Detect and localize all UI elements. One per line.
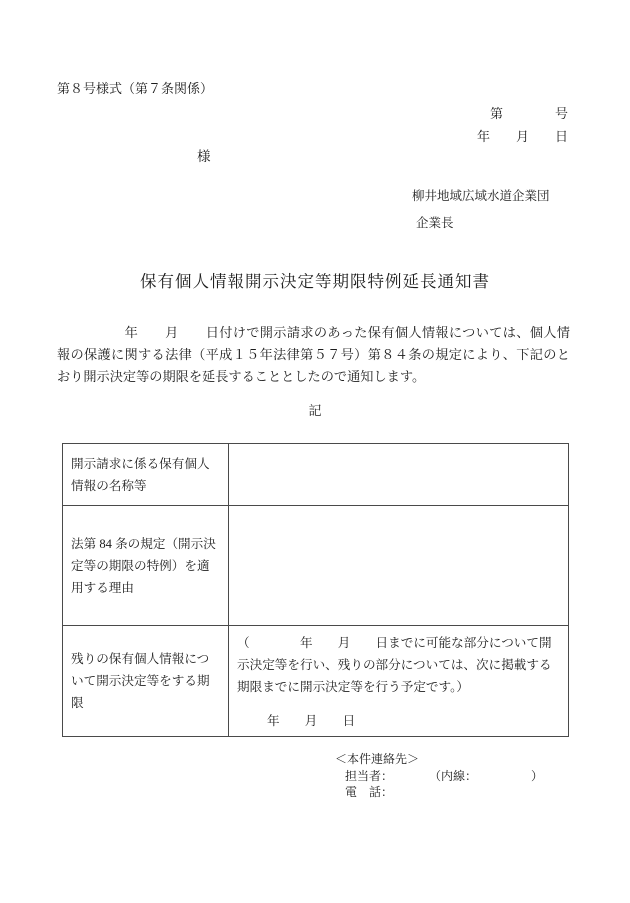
contact-person-line: 担当者： （内線： ） bbox=[345, 768, 544, 783]
issuer-organization: 柳井地域広域水道企業団 bbox=[412, 189, 550, 203]
deadline-note: （ 年 月 日までに可能な部分について開示決定等を行い、残りの部分については、次に掲載する期限までに開示決定等を行う予定です。） bbox=[237, 636, 552, 694]
row-label-reason: 法第 84 条の規定（開示決定等の期限の特例）を適用する理由 bbox=[63, 506, 229, 626]
row-value-deadline bbox=[229, 626, 569, 737]
contact-phone-line: 電 話： bbox=[345, 785, 394, 799]
row-value-reason bbox=[229, 506, 569, 626]
row-label-information-name: 開示請求に係る保有個人情報の名称等 bbox=[63, 444, 229, 506]
details-table bbox=[62, 443, 569, 737]
document-title: 保有個人情報開示決定等期限特例延長通知書 bbox=[140, 272, 490, 291]
deadline-date-blank: 年 月 日 bbox=[267, 714, 356, 728]
contact-block bbox=[335, 751, 543, 801]
document-date-blank: 年 月 日 bbox=[476, 129, 568, 144]
form-number: 第８号様式（第７条関係） bbox=[57, 81, 214, 96]
addressee-suffix: 様 bbox=[197, 149, 211, 164]
record-marker: 記 bbox=[308, 403, 322, 418]
body-paragraph: 年 月 日付けで開示請求のあった保有個人情報については、個人情報の保護に関する法律（平成１５年法律第５７号）第８４条の規定により、下記のとおり開示決定等の期限を延長することとしたので通知します。 bbox=[57, 325, 570, 384]
table-row-reason bbox=[63, 506, 569, 626]
contact-heading: ＜本件連絡先＞ bbox=[335, 752, 420, 766]
row-value-information-name bbox=[229, 444, 569, 506]
issuer-title: 企業長 bbox=[416, 216, 454, 230]
row-label-deadline: 残りの保有個人情報について開示決定等をする期限 bbox=[63, 626, 229, 737]
document-number-blank: 第 号 bbox=[489, 106, 568, 121]
table-row-information-name bbox=[63, 444, 569, 506]
table-row-deadline bbox=[63, 626, 569, 737]
